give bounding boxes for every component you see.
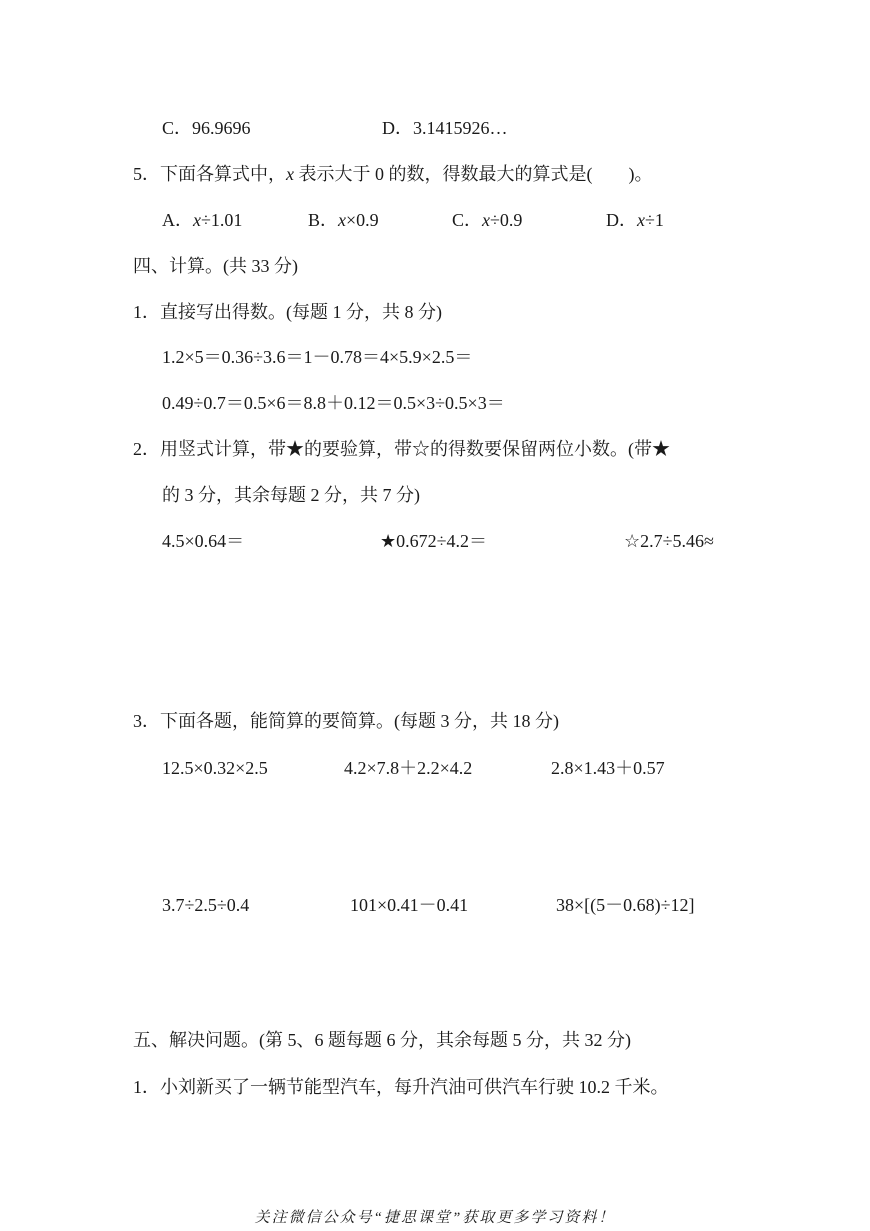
section4-p3-row1-item1: 12.5×0.32×2.5	[162, 758, 268, 778]
section4-p3-title: 3．下面各题，能简算的要简算。(每题 3 分，共 18 分)	[133, 711, 559, 731]
q5-option-a-var: x	[193, 210, 201, 230]
section5-title: 五、解决问题。(第 5、6 题每题 6 分，其余每题 5 分，共 32 分)	[133, 1030, 631, 1050]
section4-p1-row1: 1.2×5＝0.36÷3.6＝1－0.78＝4×5.9×2.5＝	[162, 347, 473, 367]
q4-option-d: D．3.1415926…	[382, 118, 508, 138]
q5-question	[133, 162, 653, 186]
q5-option-d-var: x	[637, 210, 645, 230]
section4-p3-row2-item3: 38×[(5－0.68)÷12]	[556, 895, 695, 915]
footer-note: 关注微信公众号“捷思课堂”获取更多学习资料！	[254, 1210, 616, 1226]
section4-p2-title-line2: 的 3 分，其余每题 2 分，共 7 分)	[162, 485, 420, 505]
q4-option-c: C．96.9696	[162, 118, 251, 138]
q5-option-b-label: B．	[308, 210, 339, 230]
section4-p1-title: 1．直接写出得数。(每题 1 分，共 8 分)	[133, 302, 442, 322]
q5-number: 5．	[133, 164, 160, 184]
section5-p1: 1．小刘新买了一辆节能型汽车，每升汽油可供汽车行驶 10.2 千米。	[133, 1077, 669, 1097]
section4-p2-title-line1: 2．用竖式计算，带★的要验算，带☆的得数要保留两位小数。(带★	[133, 439, 670, 459]
q5-option-d-expr: ÷1	[645, 210, 664, 230]
section4-p3-row1-item3: 2.8×1.43＋0.57	[551, 758, 665, 778]
q5-option-a	[162, 208, 242, 232]
section4-p3-row2-item1: 3.7÷2.5÷0.4	[162, 895, 250, 915]
q5-option-a-label: A．	[162, 210, 193, 230]
section4-p2-item-2: ★0.672÷4.2＝	[380, 531, 488, 551]
section4-p2-item-1: 4.5×0.64＝	[162, 531, 245, 551]
section4-p3-row1-item2: 4.2×7.8＋2.2×4.2	[344, 758, 473, 778]
q5-option-d	[606, 208, 664, 232]
q5-option-a-expr: ÷1.01	[201, 210, 243, 230]
section4-p2-item-3: ☆2.7÷5.46≈	[624, 531, 714, 551]
q5-text-after: 表示大于 0 的数，得数最大的算式是( )。	[294, 164, 653, 184]
q5-option-c-label: C．	[452, 210, 483, 230]
q5-text-before: 下面各算式中，	[160, 164, 286, 184]
q5-option-b	[308, 208, 379, 232]
section4-title: 四、计算。(共 33 分)	[133, 256, 298, 276]
q5-option-d-label: D．	[606, 210, 637, 230]
q5-option-b-var: x	[338, 210, 347, 230]
q5-option-c-var: x	[482, 210, 491, 230]
q5-variable: x	[286, 164, 294, 184]
section4-p3-row2-item2: 101×0.41－0.41	[350, 895, 469, 915]
q5-option-c	[452, 208, 522, 232]
q5-option-c-expr: ÷0.9	[490, 210, 523, 230]
q5-option-b-expr: ×0.9	[346, 210, 379, 230]
section4-p1-row2: 0.49÷0.7＝0.5×6＝8.8＋0.12＝0.5×3÷0.5×3＝	[162, 393, 505, 413]
